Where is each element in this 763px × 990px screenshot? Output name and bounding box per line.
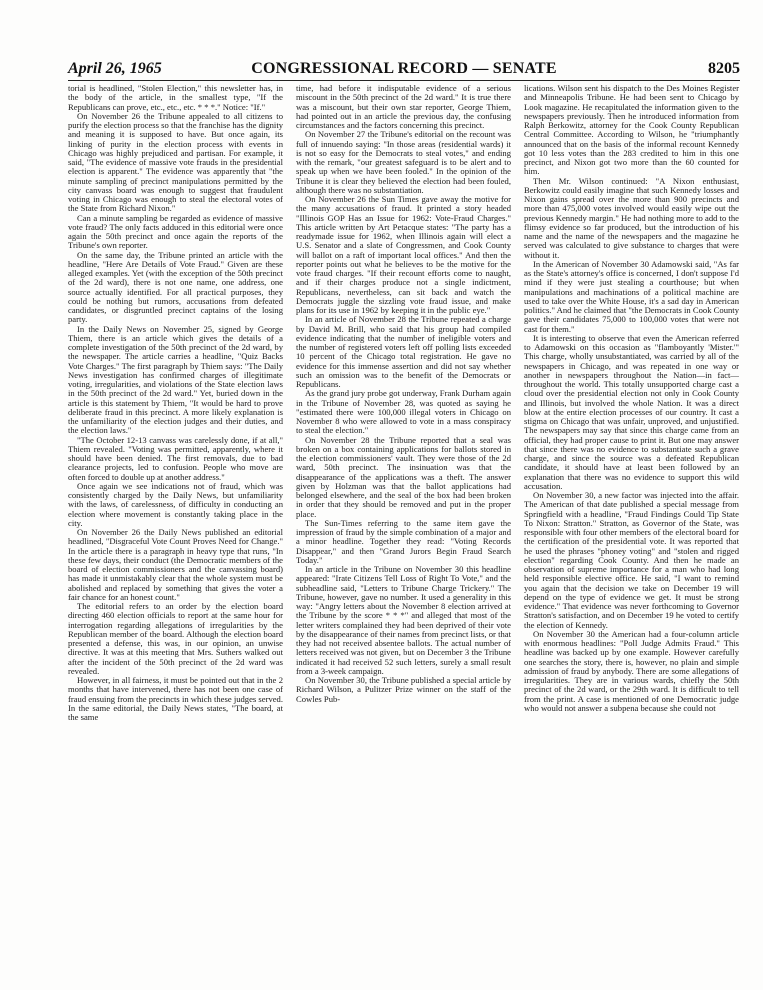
paragraph: On November 27 the Tribune's editorial on the recount was full of innuendo saying: "In those areas (residential wards) it is not so easy for the Democrats to steal votes," and ending with the remark, "our greatest safeguard is to be alert and to speak up when we have been fooled." In the opinion of the Tribune it is clear they believed the election had been fouled, although there was no substantiation. xyxy=(296,129,511,195)
paragraph: As the grand jury probe got underway, Frank Durham again in the Tribune of November 28, was quoted as saying he "estimated there were 100,000 illegal voters in Chicago on November 8 who were allowed to vote in a mass conspiracy to steal the election." xyxy=(296,388,511,436)
paragraph: The Sun-Times referring to the same item gave the impression of fraud by the simple combination of a major and a minor headline. Together they read: "Voting Records Disappear," and then "Grand Jurors Begin Fraud Search Today." xyxy=(296,517,511,565)
paragraph: On November 30, a new factor was injected into the affair. The American of that date published a special message from Springfield with a headline, "Fraud Findings Could Tip State To Nixon: Stratton." Stratton, as Governor of the State, was responsible with four other members of the electoral board for the certification of the presidential vote. It was reported that he used the phrases "phoney voting" and "stolen and rigged election" regarding Cook County. And then he made an observation of supreme importance for a man who had long held responsible elective office. He said, "I want to remind you again that the decision we take on December 19 will depend on the type of evidence we get. It must be strong evidence." That evidence was never forthcoming to Governor Stratton's satisfaction, and on December 19 he voted to certify the election of Kennedy. xyxy=(524,490,739,630)
paragraph: On November 26 the Daily News published an editorial headlined, "Disgraceful Vote Count Proves Need for Change." In the article there is a paragraph in heavy type that runs, "In these few days, their conduct (the Democratic members of the board of election commissioners and the canvassing board) has made it unmistakably clear that the whole system must be abolished and replaced by something that gives the voter a fair chance for an honest count." xyxy=(68,527,283,602)
paragraph: On the same day, the Tribune printed an article with the headline, "Here Are Details of Vote Fraud." Given are these alleged examples. Yet (with the exception of the 50th precinct of the 2d ward), there is not one name, one address, one source actually identified. For all practical purposes, they could be nothing but rumors, accusations from defeated candidates, or disgruntled precinct captains of the losing party. xyxy=(68,249,283,325)
paragraph: However, in all fairness, it must be pointed out that in the 2 months that have intervened, there has not been one case of fraud ensuing from the precincts in which these judges served. In the same editorial, the Daily News states, "The board, at the same xyxy=(68,675,283,722)
header-date: April 26, 1965 xyxy=(68,60,162,77)
text-columns xyxy=(68,84,740,984)
paragraph: In an article in the Tribune on November 30 this headline appeared: "Irate Citizens Tell Loss of Right To Vote," and the subheadline said, "Letters to Tribune Charge Trickery." The Tribune, however, gave no number. It used a generality in this way: "Angry letters about the November 8 election arrived at the Tribune by the score * * *" and alleged that most of the letter writers complained they had been deprived of their vote by the disappearance of their names from precinct lists, or that they had not received absentee ballots. The actual number of letters received was not given, but on December 3 the Tribune indicated it had received 52 such letters, surely a small result from a 3-week campaign. xyxy=(296,564,511,676)
paragraph: In an article of November 28 the Tribune repeated a charge by David M. Brill, who said that his group had compiled evidence indicating that the number of ineligible voters and the number of registered voters left off polling lists exceeded 10 percent of the Chicago total registration. He gave no evidence for this immense assertion and did not say whether such an omission was to the benefit of the Democrats or Republicans. xyxy=(296,314,511,389)
paragraph: On November 26 the Sun Times gave away the motive for the many accusations of fraud. It printed a story headed "Illinois GOP Has an Issue for 1962: Vote-Fraud Charges." This article written by Art Petacque states: "The party has a readymade issue for 1962, when Illinois again will elect a U.S. Senator and a slate of Congressmen, and Cook County will ballot on a raft of important local offices." And then the reporter points out what he believes to be the motive for the vote fraud charges. "If their recount efforts come to naught, and if their charges produce not a single indictment, Republicans, nevertheless, can sit back and watch the Democrats juggle the sizzling vote fraud issue, and make plans for its use in 1962 by keeping it in the public eye." xyxy=(296,194,511,315)
paragraph: Then Mr. Wilson continued: "A Nixon enthusiast, Berkowitz could easily imagine that such Kennedy losses and Nixon gains spread over the more than 900 precincts and more than 475,000 votes involved would easily wipe out the previous Kennedy margin." He had nothing more to add to the flimsy evidence so far produced, but the introduction of his name and the name of the newspapers and the magazine he served was calculated to give substance to charges that were without it. xyxy=(524,175,739,260)
paragraph: In the Daily News on November 25, signed by George Thiem, there is an article which gives the details of a complete investigation of the 50th precinct of the 2d ward, by the newspaper. The article carries a headline, "Quiz Backs Vote Charges." The first paragraph by Thiem says: "The Daily News investigation has confirmed charges of illegitimate voting, irregularities, and violations of the State election laws in the 50th precinct of the 2d ward." Yet, buried down in the article is this statement by Thiem, "It would be hard to prove deliberate fraud in this precinct. A more likely explanation is the unfamiliarity of the election judges and their duties, and the election laws." xyxy=(68,323,283,436)
column-left xyxy=(68,84,283,984)
header-title: CONGRESSIONAL RECORD — SENATE xyxy=(251,60,557,77)
paragraph: In the American of November 30 Adamowski said, "As far as the State's attorney's office is concerned, I don't suppose I'd mind if they were just stealing a courthouse; but when manipulations and machinations of a political machine are used to take over the White House, it's a sad day in American politics." And he claimed that "the Democrats in Cook County gave their candidates 75,000 to 100,000 votes that were not cast for them." xyxy=(524,258,739,334)
page-header xyxy=(68,60,740,80)
paragraph: torial is headlined, "Stolen Election," this newsletter has, in the body of the article, in the smallest type, "If the Republicans can prove, etc., etc., etc. * * *." Notice: "If." xyxy=(68,84,283,112)
paragraph: On November 26 the Tribune appealed to all citizens to purify the election process so that the franchise has the dignity and meaning it is supposed to have. But once again, its linking of purity in the election process with events in Chicago was highly prejudiced and partisan. For example, it said, "The evidence of massive vote frauds in the presidential election is apparent." The evidence was apparently that "the minute sampling of precinct manipulations permitted by the city canvass board was enough to suggest that fraudulent voting in Chicago was enough to steal the electoral votes of the State from Richard Nixon." xyxy=(68,110,283,214)
paragraph: The editorial refers to an order by the election board directing 460 election officials to report at the same hour for interrogation regarding allegations of irregularities by the Republican member of the board. Although the election board presented a defense, this was, in our opinion, an unwise directive. It was at this meeting that Mrs. Suthers walked out after the incident of the 50th precinct of the 2d ward was revealed. xyxy=(68,601,283,676)
paragraph: On November 28 the Tribune reported that a seal was broken on a box containing applications for ballots stored in the election commissioners' vault. They were those of the 2d ward, 50th precinct. The insinuation was that the disappearance of the applications was a theft. The answer given by Holzman was that the ballot applications had belonged elsewhere, and the seal of the box had been broken in order that they should be removed and put in the proper place. xyxy=(296,434,511,519)
column-right xyxy=(524,84,739,984)
paragraph: "The October 12-13 canvass was carelessly done, if at all," Thiem revealed. "Voting was permitted, apparently, where it should have been denied. The first removals, due to bad clearance projects, led to confusion. People who move are often forced to double up at another address." xyxy=(68,434,283,482)
paragraph: lications. Wilson sent his dispatch to the Des Moines Register and Minneapolis Tribune. He had been sent to Chicago by Look magazine. He recapitulated the information given to the newspapers previously. Then he introduced information from Ralph Berkowitz, attorney for the Cook County Republican Central Committee. According to Wilson, he "triumphantly announced that on the basis of the informal recount Kennedy got 10 less votes than the 283 credited to him in this one precinct, and Nixon got two more than the 60 counted for him. xyxy=(524,84,739,177)
paragraph: On November 30, the Tribune published a special article by Richard Wilson, a Pulitzer Prize winner on the staff of the Cowles Pub- xyxy=(296,675,511,704)
column-middle xyxy=(296,84,511,984)
header-page-number: 8205 xyxy=(708,60,740,77)
paragraph: Can a minute sampling be regarded as evidence of massive vote fraud? The only facts adduced in this editorial were once again the 50th precinct and once again the reports of the Tribune's own reporter. xyxy=(68,212,283,251)
header-rule xyxy=(68,80,740,81)
paragraph: It is interesting to observe that even the American referred to Adamowski on this occasion as "flamboyantly 'Mister.'" This charge, wholly unsubstantiated, was carried by all of the newspapers in Chicago, and was repeated in one way or another in newspapers throughout the Nation—in fact—throughout the world. This totally unsupported charge cast a cloud over the presidential election not only in Cook County and Illinois, but involved the whole Nation. It was a direct blow at the entire election processes of our country. It cast a stigma on Chicago that was unfair, unproved, and unjustified. The newspapers may say that since this charge came from an official, they had proper cause to print it. But one may answer that since there was no evidence to substantiate such a grave charge, and since the source was a defeated Republican candidate, it should have at least been followed by an explanation that there was no evidence to support this wild accusation. xyxy=(524,332,739,491)
paragraph: Once again we see indications not of fraud, which was consistently charged by the Daily News, but unfamiliarity with the laws, of carelessness, of difficulty in conducting an election where movement is constantly taking place in the city. xyxy=(68,480,283,528)
paragraph: time, had before it indisputable evidence of a serious miscount in the 50th precinct of the 2d ward." It is true there was a miscount, but their own star reporter, George Thiem, had pointed out in an article the previous day, the confusing circumstances and the factors concerning this precinct. xyxy=(296,84,511,130)
paragraph: On November 30 the American had a four-column article with enormous headlines: "Poll Judge Admits Fraud." This headline was backed up by one example. However carefully one searches the story, there is, however, no plain and simple admission of fraud by anybody. There are some allegations of irregularities. They are in various wards, chiefly the 50th precinct of the 2d ward, or the 29th ward. It is difficult to tell from the print. A case is mentioned of one Democratic judge who would not answer a subpena because she could not xyxy=(524,628,739,713)
